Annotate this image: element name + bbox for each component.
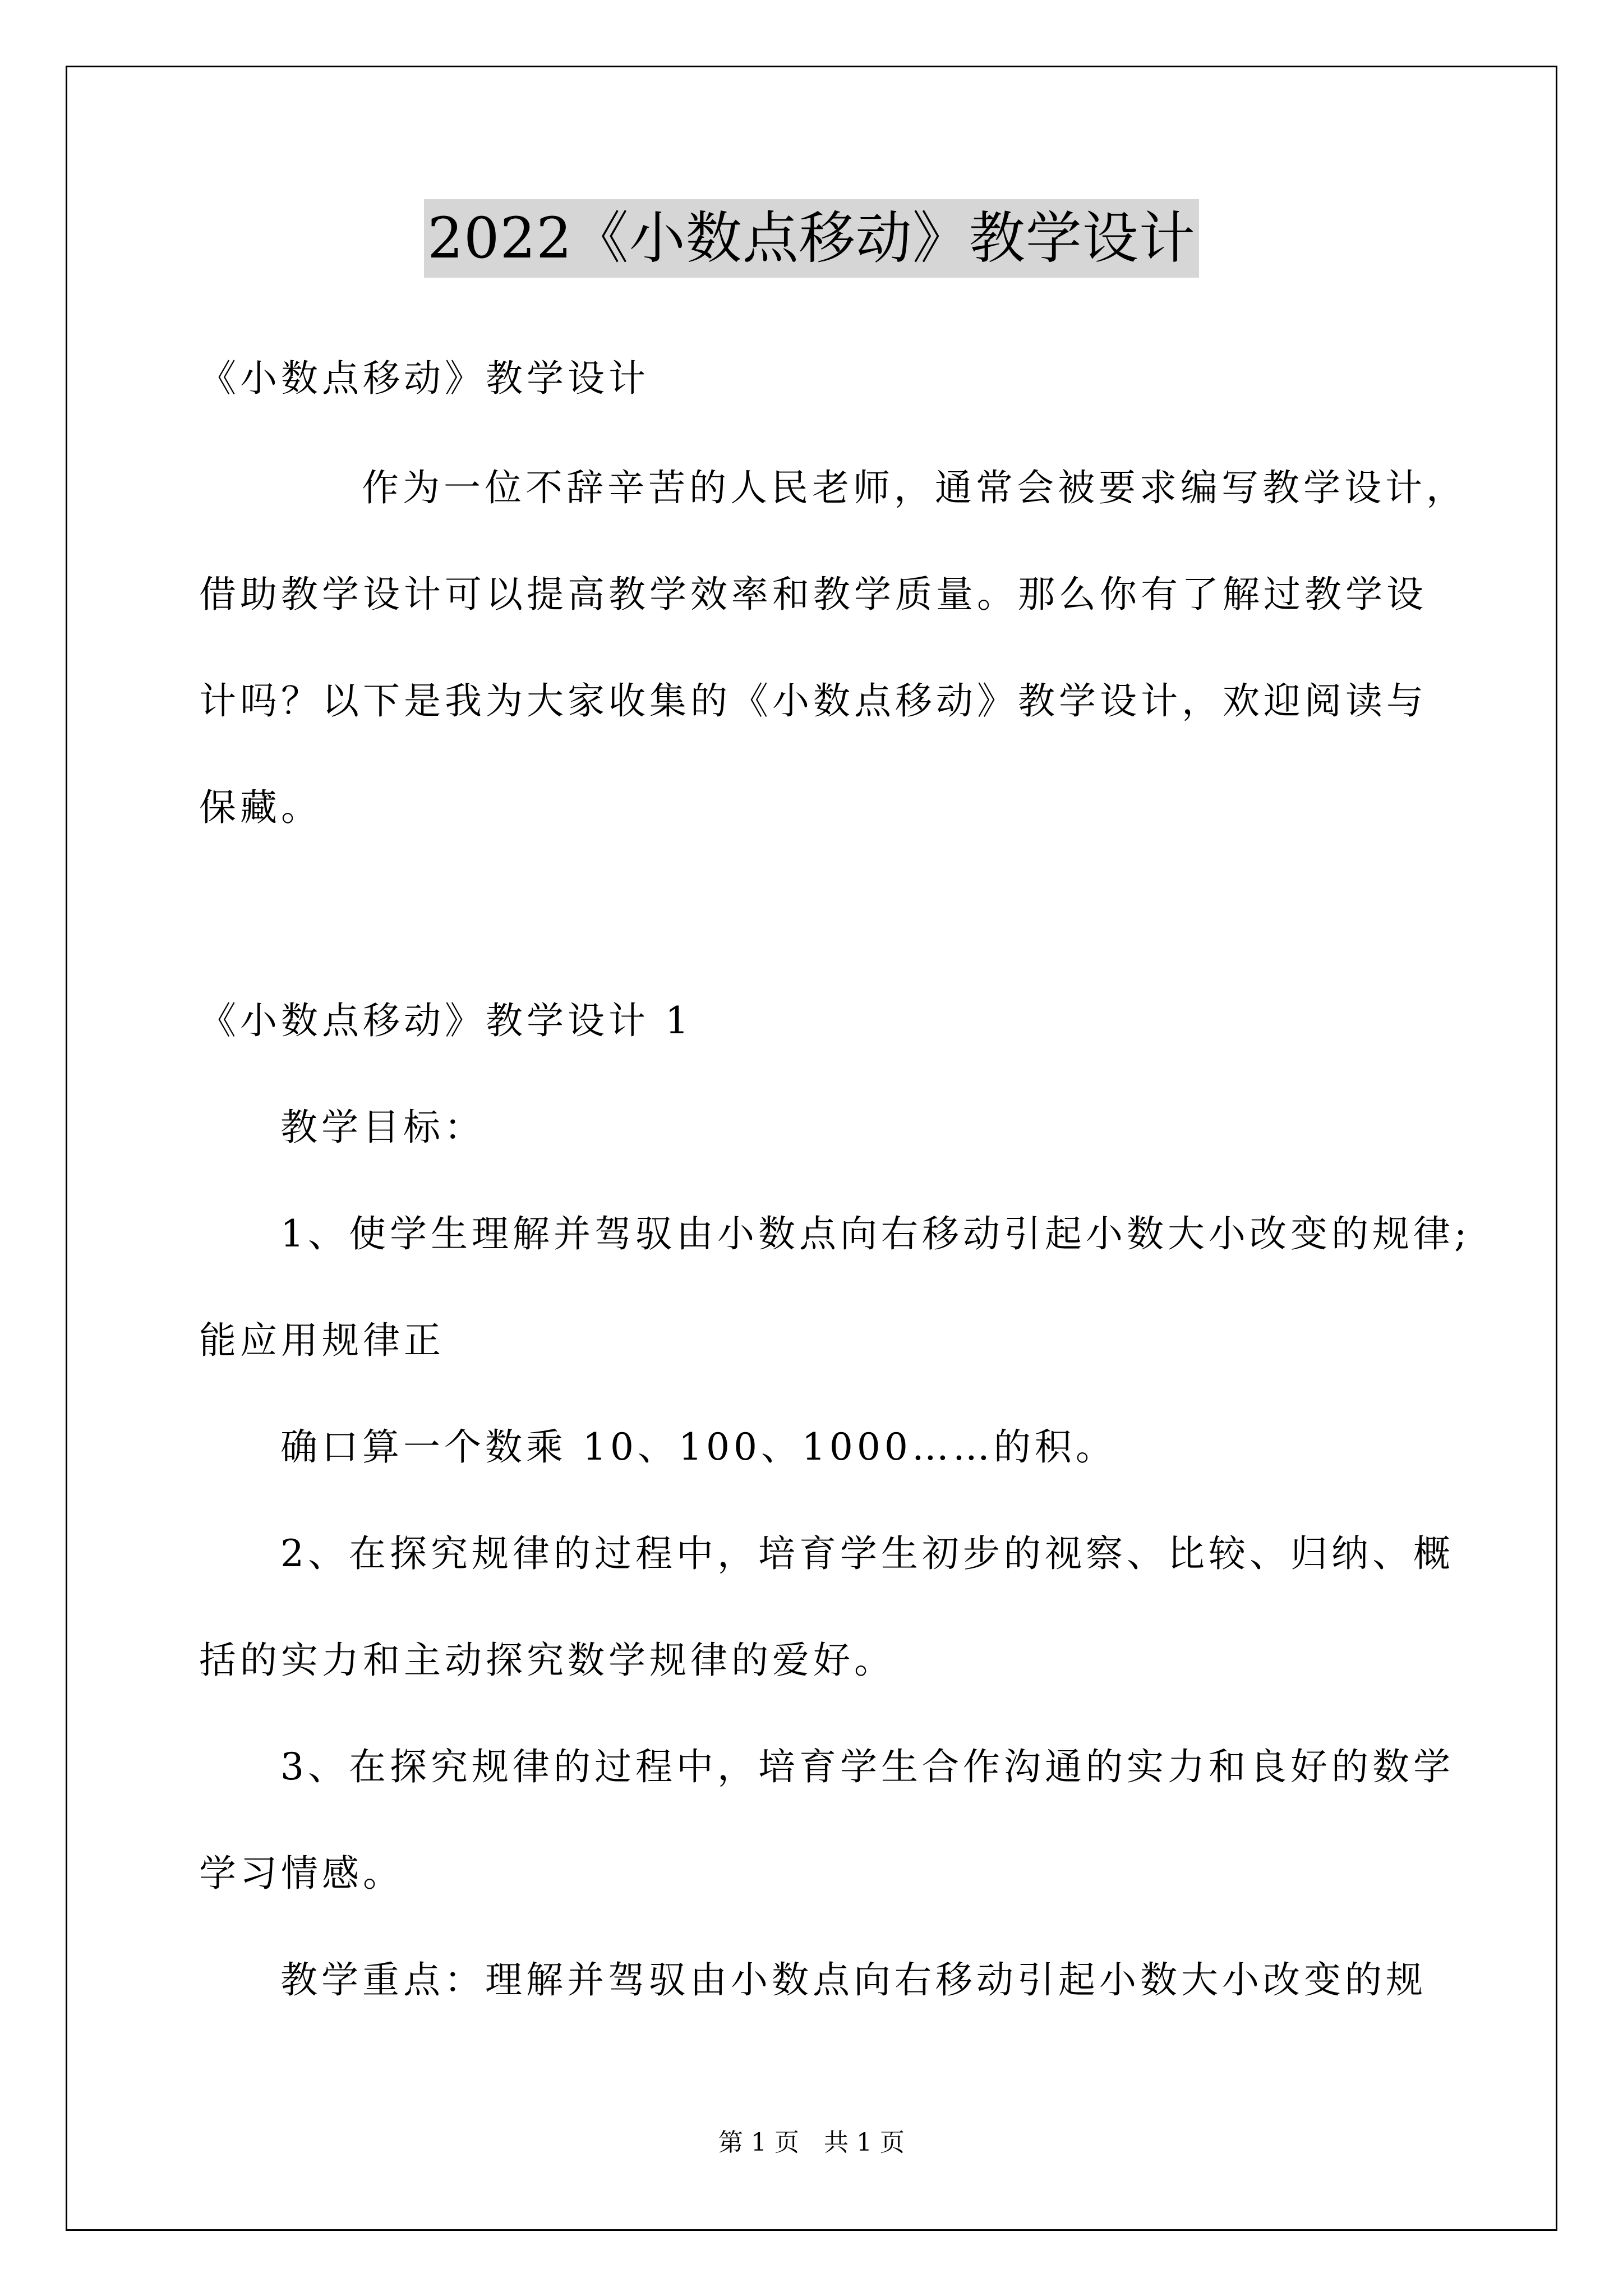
paragraph-line: 确口算一个数乘 10、100、1000……的积。 bbox=[280, 1425, 1117, 1469]
paragraph-line: 2、在探究规律的过程中，培育学生初步的视察、比较、归纳、概 bbox=[280, 1532, 1454, 1575]
section-heading: 《小数点移动》教学设计 1 bbox=[199, 999, 693, 1042]
document-title: 2022《小数点移动》教学设计 bbox=[424, 199, 1199, 278]
paragraph-line: 计吗？以下是我为大家收集的《小数点移动》教学设计，欢迎阅读与 bbox=[199, 679, 1427, 723]
paragraph-line: 3、在探究规律的过程中，培育学生合作沟通的实力和良好的数学 bbox=[280, 1745, 1454, 1788]
paragraph-line: 能应用规律正 bbox=[199, 1319, 445, 1362]
paragraph-line: 保藏。 bbox=[199, 786, 322, 829]
page-footer: 第 1 页 共 1 页 bbox=[718, 2128, 905, 2157]
subtitle-line: 《小数点移动》教学设计 bbox=[199, 357, 649, 400]
paragraph-line: 作为一位不辞辛苦的人民老师，通常会被要求编写教学设计， bbox=[362, 466, 1467, 509]
paragraph-line: 学习情感。 bbox=[199, 1852, 404, 1895]
paragraph-line: 教学目标： bbox=[280, 1106, 485, 1149]
paragraph-line: 借助教学设计可以提高教学效率和教学质量。那么你有了解过教学设 bbox=[199, 573, 1427, 616]
title-container bbox=[0, 199, 1623, 278]
paragraph-line: 括的实力和主动探究数学规律的爱好。 bbox=[199, 1639, 895, 1682]
paragraph-line: 教学重点：理解并驾驭由小数点向右移动引起小数大小改变的规 bbox=[280, 1958, 1427, 2001]
paragraph-line: 1、使学生理解并驾驭由小数点向右移动引起小数大小改变的规律; bbox=[280, 1212, 1471, 1255]
